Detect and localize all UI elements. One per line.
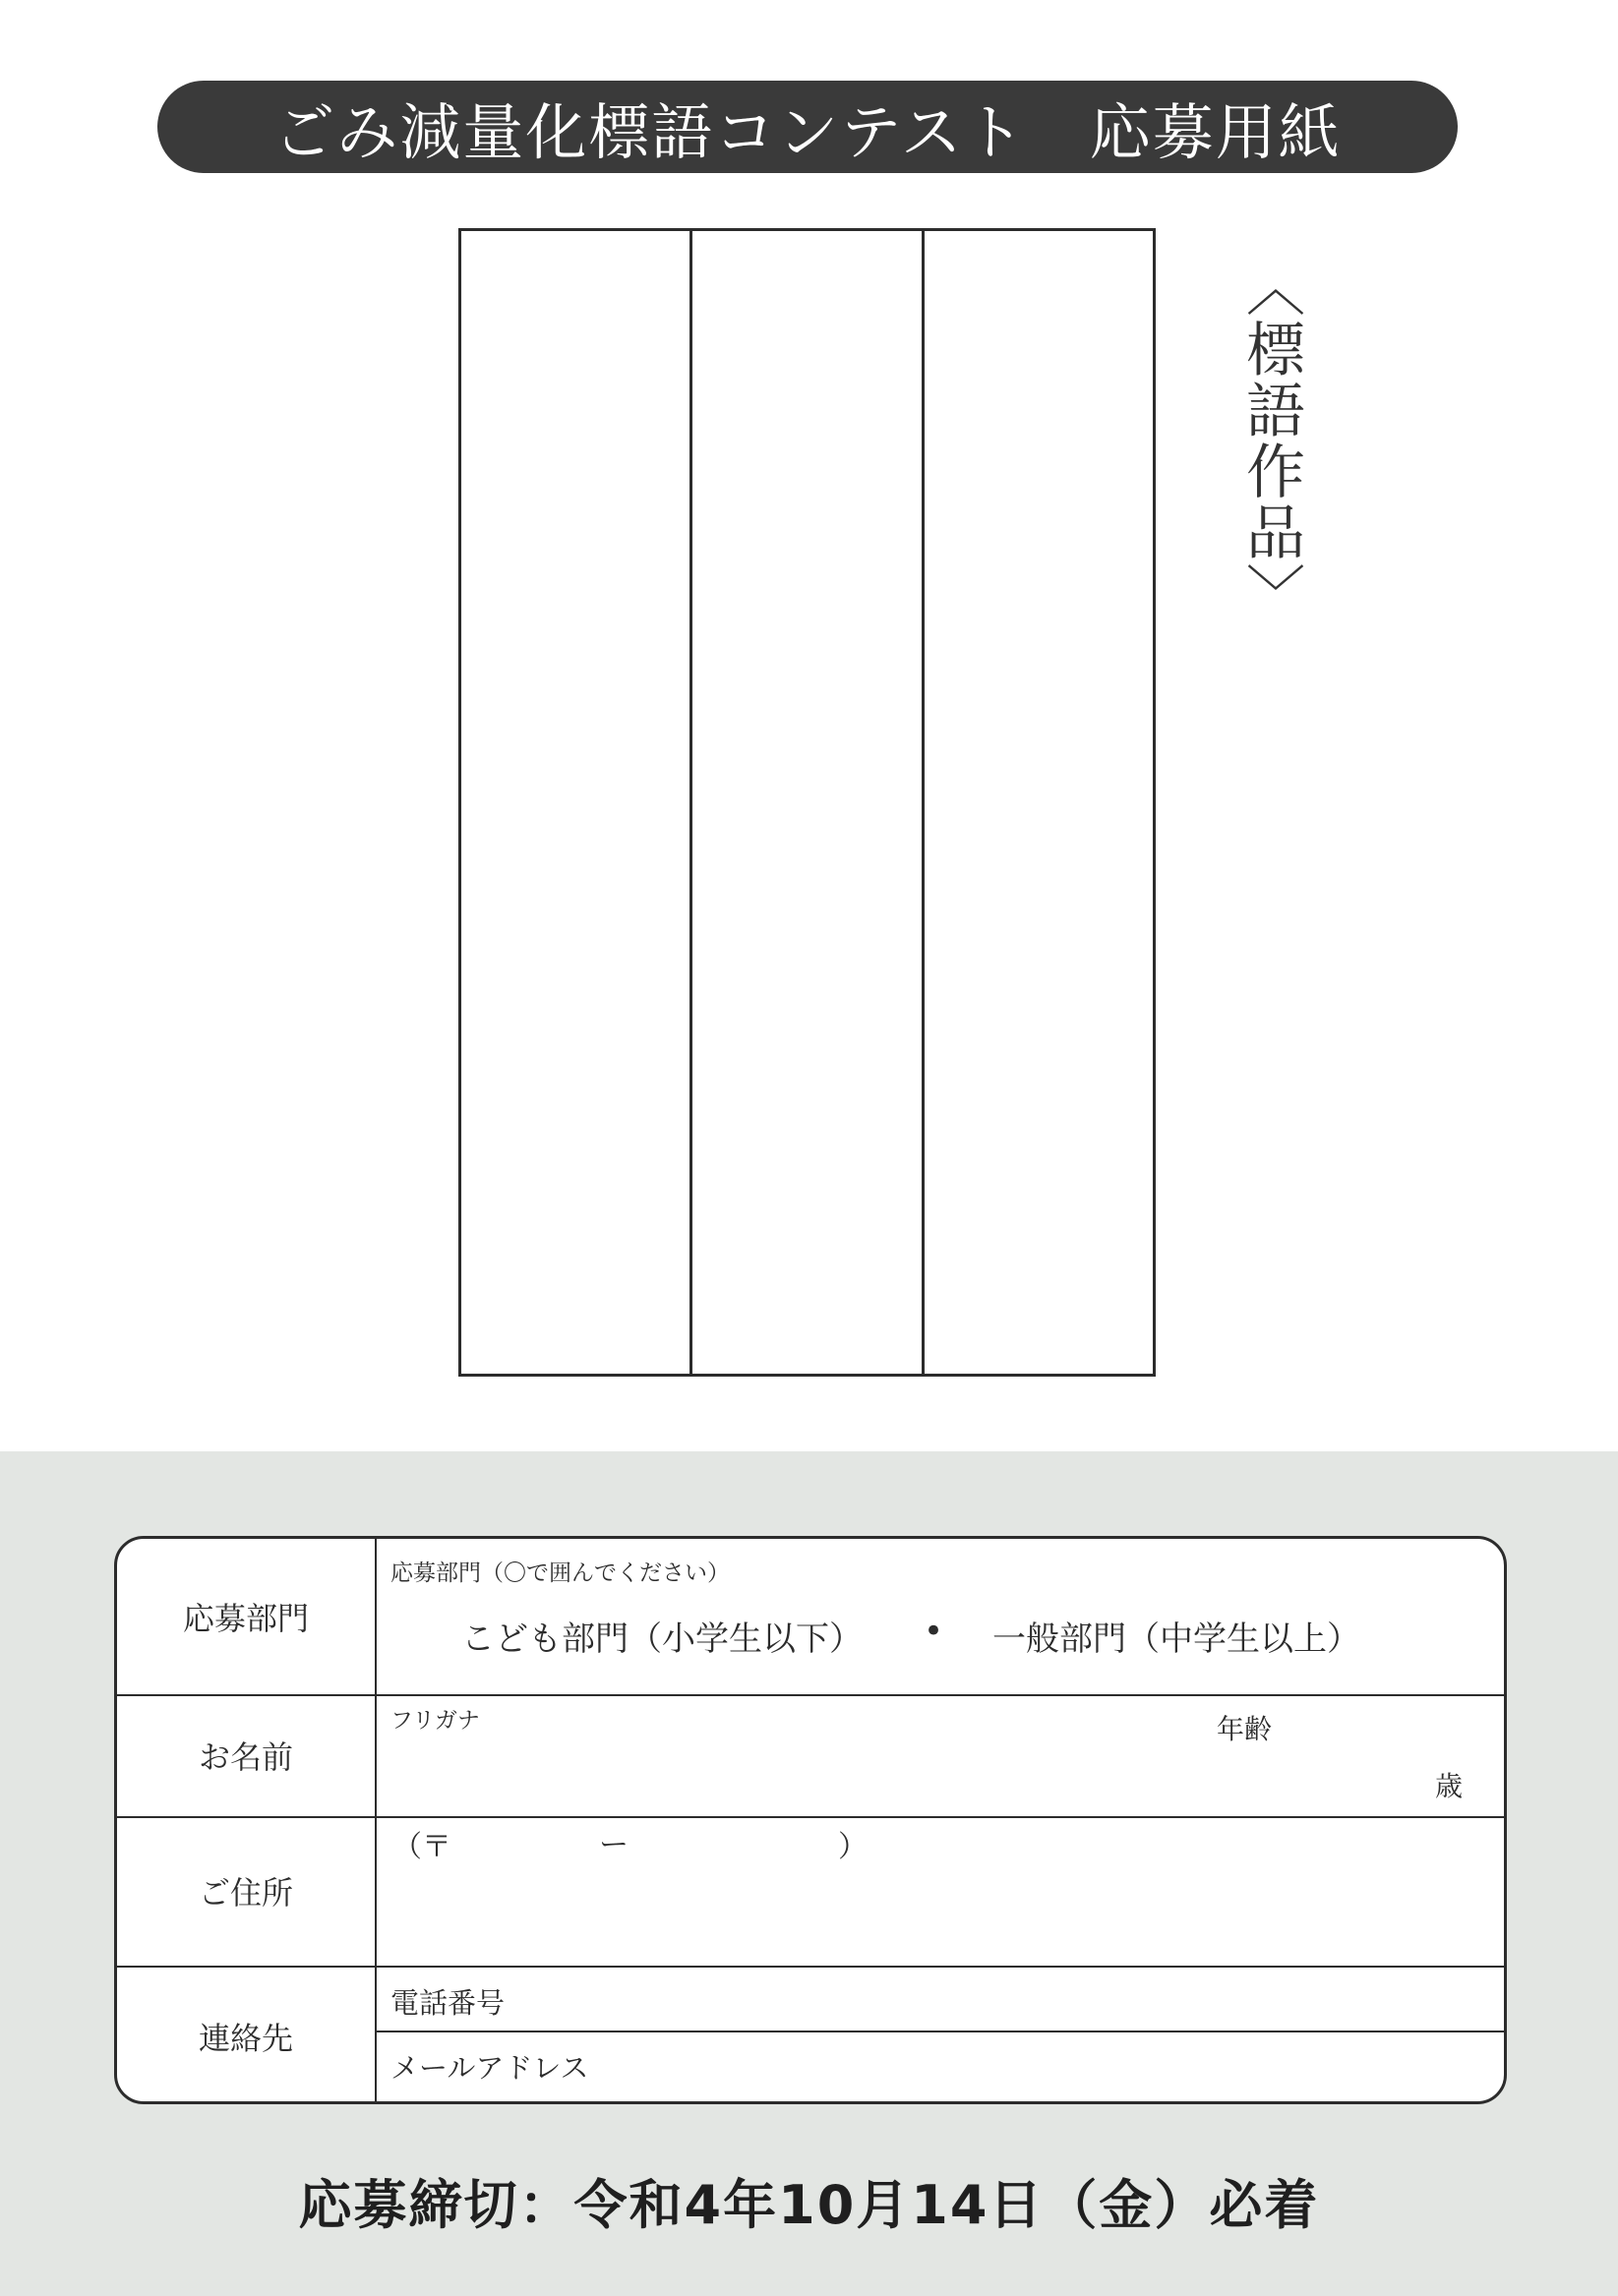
email-label: メールアドレス [390,2051,589,2085]
address-input-area[interactable] [392,1865,1484,1960]
option-child-division[interactable]: こども部門（小学生以下） [461,1619,863,1659]
slogan-writing-grid [458,228,1156,1377]
name-label: お名前 [117,1694,377,1816]
postal-code-open: （〒 [392,1830,451,1864]
contact-label: 連絡先 [117,1966,377,2104]
age-input-area[interactable] [1238,1749,1425,1810]
slogan-column-1[interactable] [461,231,692,1374]
age-unit: 歳 [1435,1770,1464,1802]
category-instruction: 応募部門（〇で囲んでください） [390,1560,730,1586]
address-row [117,1816,1504,1968]
category-row [117,1539,1504,1696]
title-banner [157,81,1458,173]
slogan-column-2[interactable] [692,231,924,1374]
phone-label: 電話番号 [390,1986,506,2020]
postal-code-dash: ー [599,1828,629,1862]
slogan-column-3[interactable] [925,231,1153,1374]
option-separator-dot: • [924,1612,944,1651]
option-general-division[interactable]: 一般部門（中学生以上） [992,1619,1360,1659]
entry-form [114,1536,1507,2104]
category-label: 応募部門 [117,1539,377,1694]
submission-deadline: 応募締切：令和4年10月14日（金）必着 [298,2174,1320,2236]
contact-divider [375,2031,1504,2032]
contact-row [117,1966,1504,2104]
postal-code-close: ） [838,1830,868,1864]
slogan-area-label: 〈標語作品〉 [1236,258,1305,623]
name-input-area[interactable] [392,1734,1327,1810]
address-label: ご住所 [117,1816,377,1966]
furigana-label: フリガナ [390,1708,480,1734]
page-title: ごみ減量化標語コンテスト 応募用紙 [273,95,1342,168]
name-row [117,1694,1504,1818]
age-label: 年齢 [1217,1713,1273,1745]
